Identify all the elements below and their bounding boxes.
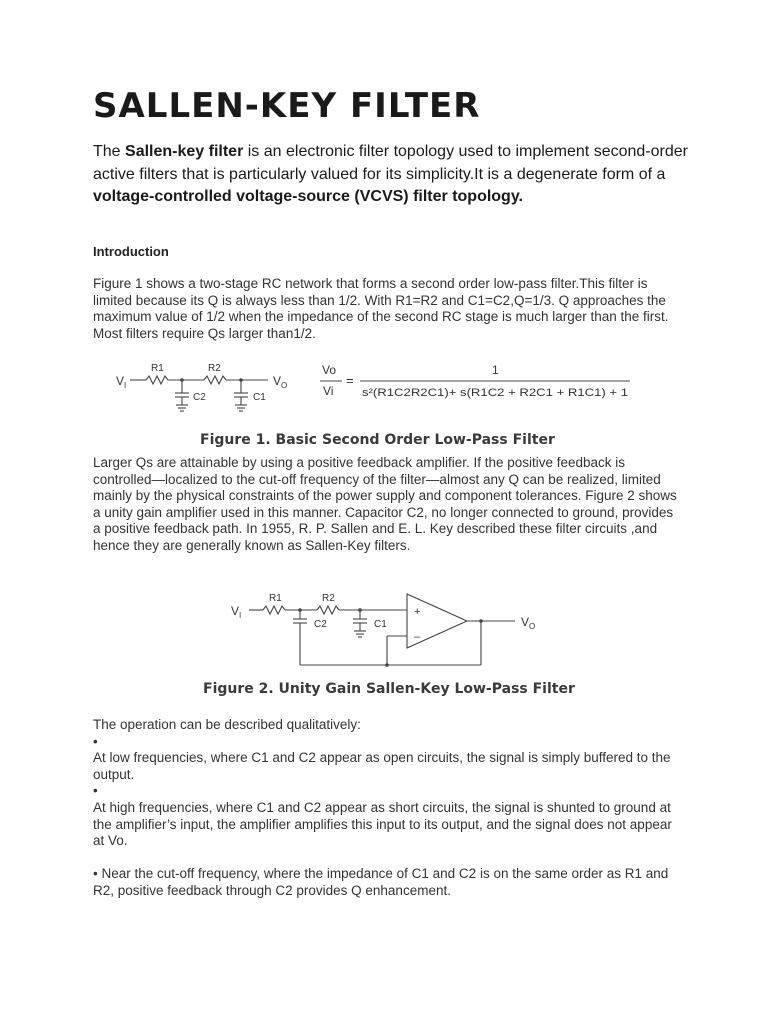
bullet-2-marker: • — [93, 783, 98, 799]
fig2-r1-label: R1 — [269, 593, 282, 604]
equation-equals-sign: = — [346, 373, 354, 388]
resistor-r2 — [204, 376, 226, 384]
operation-intro: The operation can be described qualitatively: — [93, 717, 361, 732]
paragraph-positive-feedback: Larger Qs are attainable by using a positive feedback amplifier. If the positive feedback is controlled—localized to the cut-off frequency of the filter—almost any Q can be realized, limited mainly by the physical constraints of the power supply and component tolerances. Figure 2 shows a unity gain amplifier used in this manner. Capacitor C2, no longer connected to ground, provides a positive feedback path. In 1955, R. P. Sallen and E. L. Key described these filter circuits ,and hence they are generally known as Sallen-Key filters. — [93, 455, 677, 553]
bullet-spacer — [93, 850, 683, 867]
figure2-diagram — [225, 588, 555, 670]
bullet-3-text: • Near the cut-off frequency, where the impedance of C1 and C2 is on the same order as R1 and R2, positive feedback through C2 provides Q enhancement. — [93, 866, 669, 898]
figure2-caption: Figure 2. Unity Gain Sallen-Key Low-Pass Filter — [203, 681, 575, 697]
equation-lhs-numerator: Vo — [322, 363, 337, 377]
equation-lhs-denominator: Vi — [323, 384, 334, 398]
op-amp-minus-label: – — [414, 631, 421, 643]
fig1-vo-label: $V_O$ — [273, 374, 288, 390]
figure1-caption: Figure 1. Basic Second Order Low-Pass Filter — [200, 432, 555, 448]
fig1-r2-label: R2 — [208, 363, 221, 374]
fig2-c1-label: C1 — [374, 619, 387, 630]
equation-rhs-denominator: s²(R1C2R2C1)+ s(R1C2 + R2C1 + R1C1) + 1 — [362, 387, 628, 399]
section-heading-introduction: Introduction — [93, 244, 169, 259]
fig2-c2-label: C2 — [314, 619, 327, 630]
lead-text-2: is an electronic filter topology used to implement second-order active filters that is particularly valued for its simplicity.It is a degenerate form of a — [93, 143, 688, 183]
lead-text-3: ( — [349, 188, 360, 205]
op-amp-plus-label: + — [414, 606, 421, 618]
lead-bold-vcvs-long: voltage-controlled voltage-source — [93, 188, 350, 205]
fig1-r1-label: R1 — [151, 363, 164, 374]
fig2-r2-label: R2 — [322, 593, 335, 604]
equation-rhs-numerator: 1 — [492, 363, 499, 377]
lead-bold-vcvs: VCVS — [359, 188, 404, 205]
lead-text-4: ) filter topology. — [403, 188, 523, 205]
figure1-diagram — [110, 358, 650, 426]
bullet-1-marker: • — [93, 733, 98, 749]
fig2-vo-label: $V_O$ — [521, 615, 536, 631]
lead-text-1: The — [93, 143, 126, 160]
page-title: SALLEN-KEY FILTER — [93, 86, 481, 126]
bullet-2-text: At high frequencies, where C1 and C2 appear as short circuits, the signal is shunted to ground at the amplifier’s input, the amplifier amplifies this input to its output, and the signal does not appear at Vo. — [93, 799, 672, 849]
resistor-r1 — [146, 376, 168, 384]
fig1-c2-label: C2 — [193, 392, 206, 403]
operation-section — [93, 717, 683, 900]
fig1-c1-label: C1 — [253, 392, 266, 403]
lead-paragraph — [93, 141, 693, 209]
resistor-r1 — [263, 606, 285, 614]
fig1-vi-label: $V_I$ — [116, 374, 127, 390]
bullet-1-text: At low frequencies, where C1 and C2 appear as open circuits, the signal is simply buffered to the output. — [93, 750, 671, 782]
lead-bold-sallen-key: Sallen-key filter — [125, 143, 244, 160]
resistor-r2 — [317, 606, 339, 614]
fig2-vi-label: $V_I$ — [231, 604, 242, 620]
paragraph-figure1-description: Figure 1 shows a two-stage RC network that forms a second order low-pass filter.This filter is limited because its Q is always less than 1/2. With R1=R2 and C1=C2,Q=1/3. Q approaches the maximum value of 1/2 when the impedance of the second RC stage is much larger than the first. Most filters require Qs larger than1/2. — [93, 276, 669, 341]
